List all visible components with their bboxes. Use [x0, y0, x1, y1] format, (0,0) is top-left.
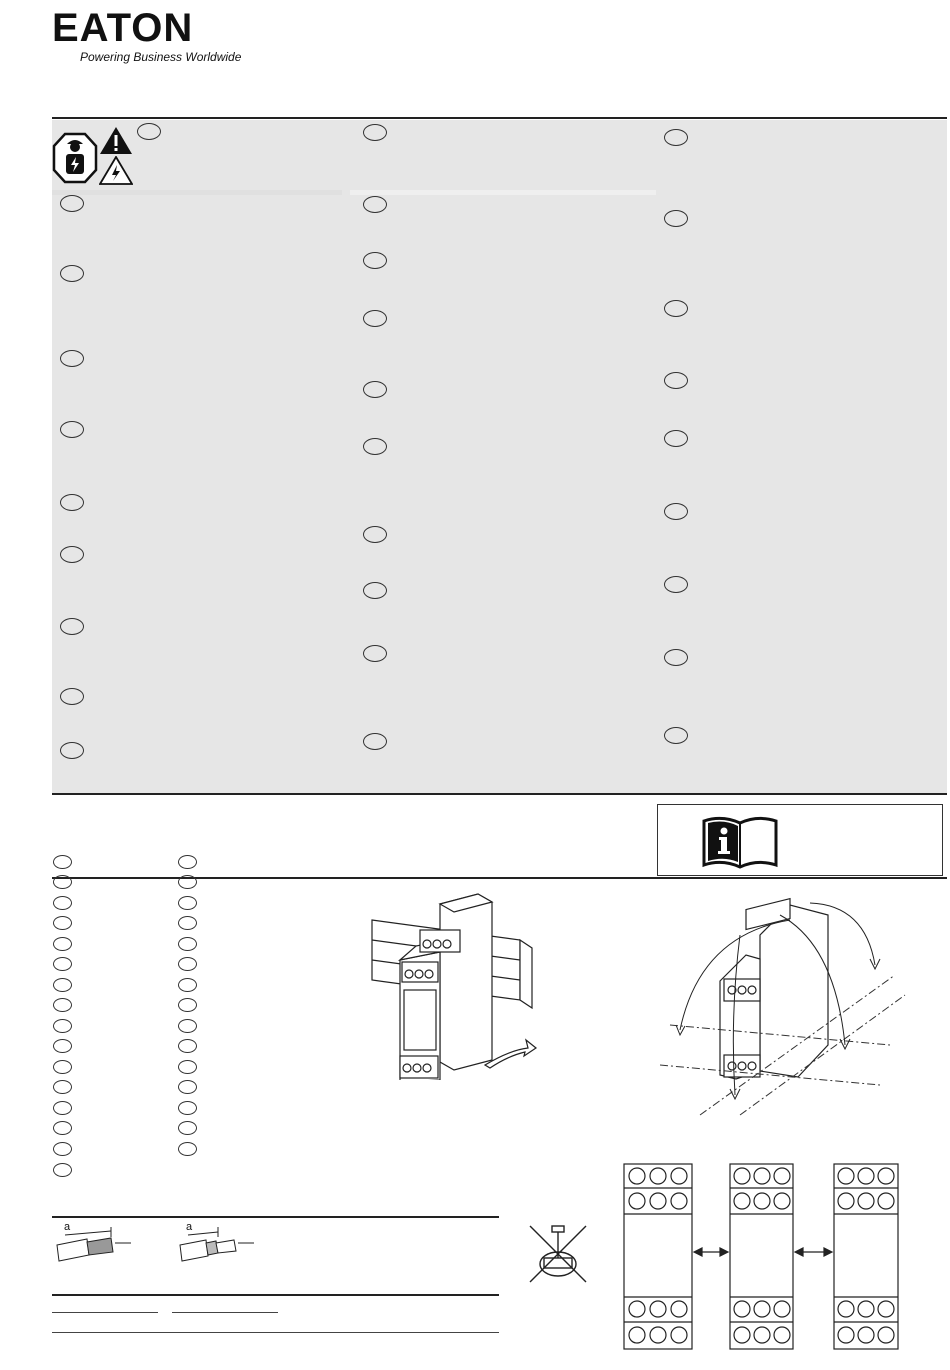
language-marker: [363, 733, 387, 750]
language-marker: [178, 1142, 197, 1156]
language-marker: [53, 1101, 72, 1115]
language-marker: [178, 1080, 197, 1094]
language-marker: [178, 875, 197, 889]
field-line: [52, 1312, 158, 1313]
language-panel: [52, 120, 947, 793]
language-marker: [178, 916, 197, 930]
top-rule: [52, 117, 947, 119]
language-marker: [664, 727, 688, 744]
strip-section-rule: [52, 1216, 499, 1218]
electrician-warning-icon: [52, 132, 98, 184]
language-marker: [178, 1121, 197, 1135]
language-marker: [664, 129, 688, 146]
language-marker: [53, 1060, 72, 1074]
language-marker: [53, 1142, 72, 1156]
logo-tagline: Powering Business Worldwide: [80, 50, 242, 64]
language-marker: [178, 1101, 197, 1115]
language-marker: [178, 1060, 197, 1074]
language-marker: [60, 618, 84, 635]
language-marker: [664, 503, 688, 520]
language-marker: [664, 576, 688, 593]
strip-bottom-rule: [52, 1294, 499, 1296]
language-marker: [664, 649, 688, 666]
read-manual-box: [657, 804, 943, 876]
language-marker: [53, 937, 72, 951]
language-marker: [60, 688, 84, 705]
language-marker: [60, 742, 84, 759]
language-marker: [60, 546, 84, 563]
logo-wordmark: EATON: [52, 6, 194, 50]
field-line: [172, 1312, 278, 1313]
language-marker: [53, 998, 72, 1012]
strip-length-label: a: [186, 1221, 193, 1233]
language-marker: [60, 494, 84, 511]
language-marker: [53, 875, 72, 889]
language-marker: [137, 123, 161, 140]
electric-shock-icon: [99, 156, 133, 185]
read-manual-icon: [700, 811, 780, 871]
language-marker: [53, 978, 72, 992]
strip-length-label: a: [64, 1221, 71, 1233]
language-marker: [53, 1121, 72, 1135]
language-marker: [178, 957, 197, 971]
language-marker: [53, 957, 72, 971]
language-marker: [53, 1080, 72, 1094]
language-marker: [178, 855, 197, 869]
language-marker: [60, 265, 84, 282]
language-marker: [664, 430, 688, 447]
language-marker: [178, 1019, 197, 1033]
language-marker: [363, 381, 387, 398]
panel-bottom-rule: [52, 793, 947, 795]
footer-rule: [52, 1332, 499, 1333]
language-marker: [178, 978, 197, 992]
warning-triangle-icon: [99, 126, 133, 155]
language-marker: [53, 916, 72, 930]
language-marker: [363, 196, 387, 213]
language-marker: [60, 350, 84, 367]
eaton-logo: [52, 8, 227, 48]
language-marker: [664, 300, 688, 317]
language-marker: [363, 438, 387, 455]
din-rail-mounting-illustration: [370, 890, 550, 1080]
language-marker: [60, 421, 84, 438]
language-marker: [664, 372, 688, 389]
language-marker: [53, 896, 72, 910]
column-block-left: [52, 190, 342, 195]
language-marker: [363, 124, 387, 141]
language-marker: [178, 896, 197, 910]
language-marker: [53, 1019, 72, 1033]
mounting-orientation-illustration: [660, 895, 910, 1120]
device-spacing-diagram: [622, 1162, 902, 1352]
language-marker: [363, 252, 387, 269]
language-marker: [178, 1039, 197, 1053]
language-marker: [363, 645, 387, 662]
language-marker: [363, 310, 387, 327]
language-marker: [53, 1039, 72, 1053]
language-marker: [53, 1163, 72, 1177]
language-marker: [60, 195, 84, 212]
no-screwdriver-icon: [528, 1224, 588, 1284]
language-marker: [178, 998, 197, 1012]
language-marker: [363, 526, 387, 543]
language-marker: [664, 210, 688, 227]
language-marker: [363, 582, 387, 599]
column-block-mid: [350, 190, 656, 195]
language-marker: [178, 937, 197, 951]
language-marker: [53, 855, 72, 869]
